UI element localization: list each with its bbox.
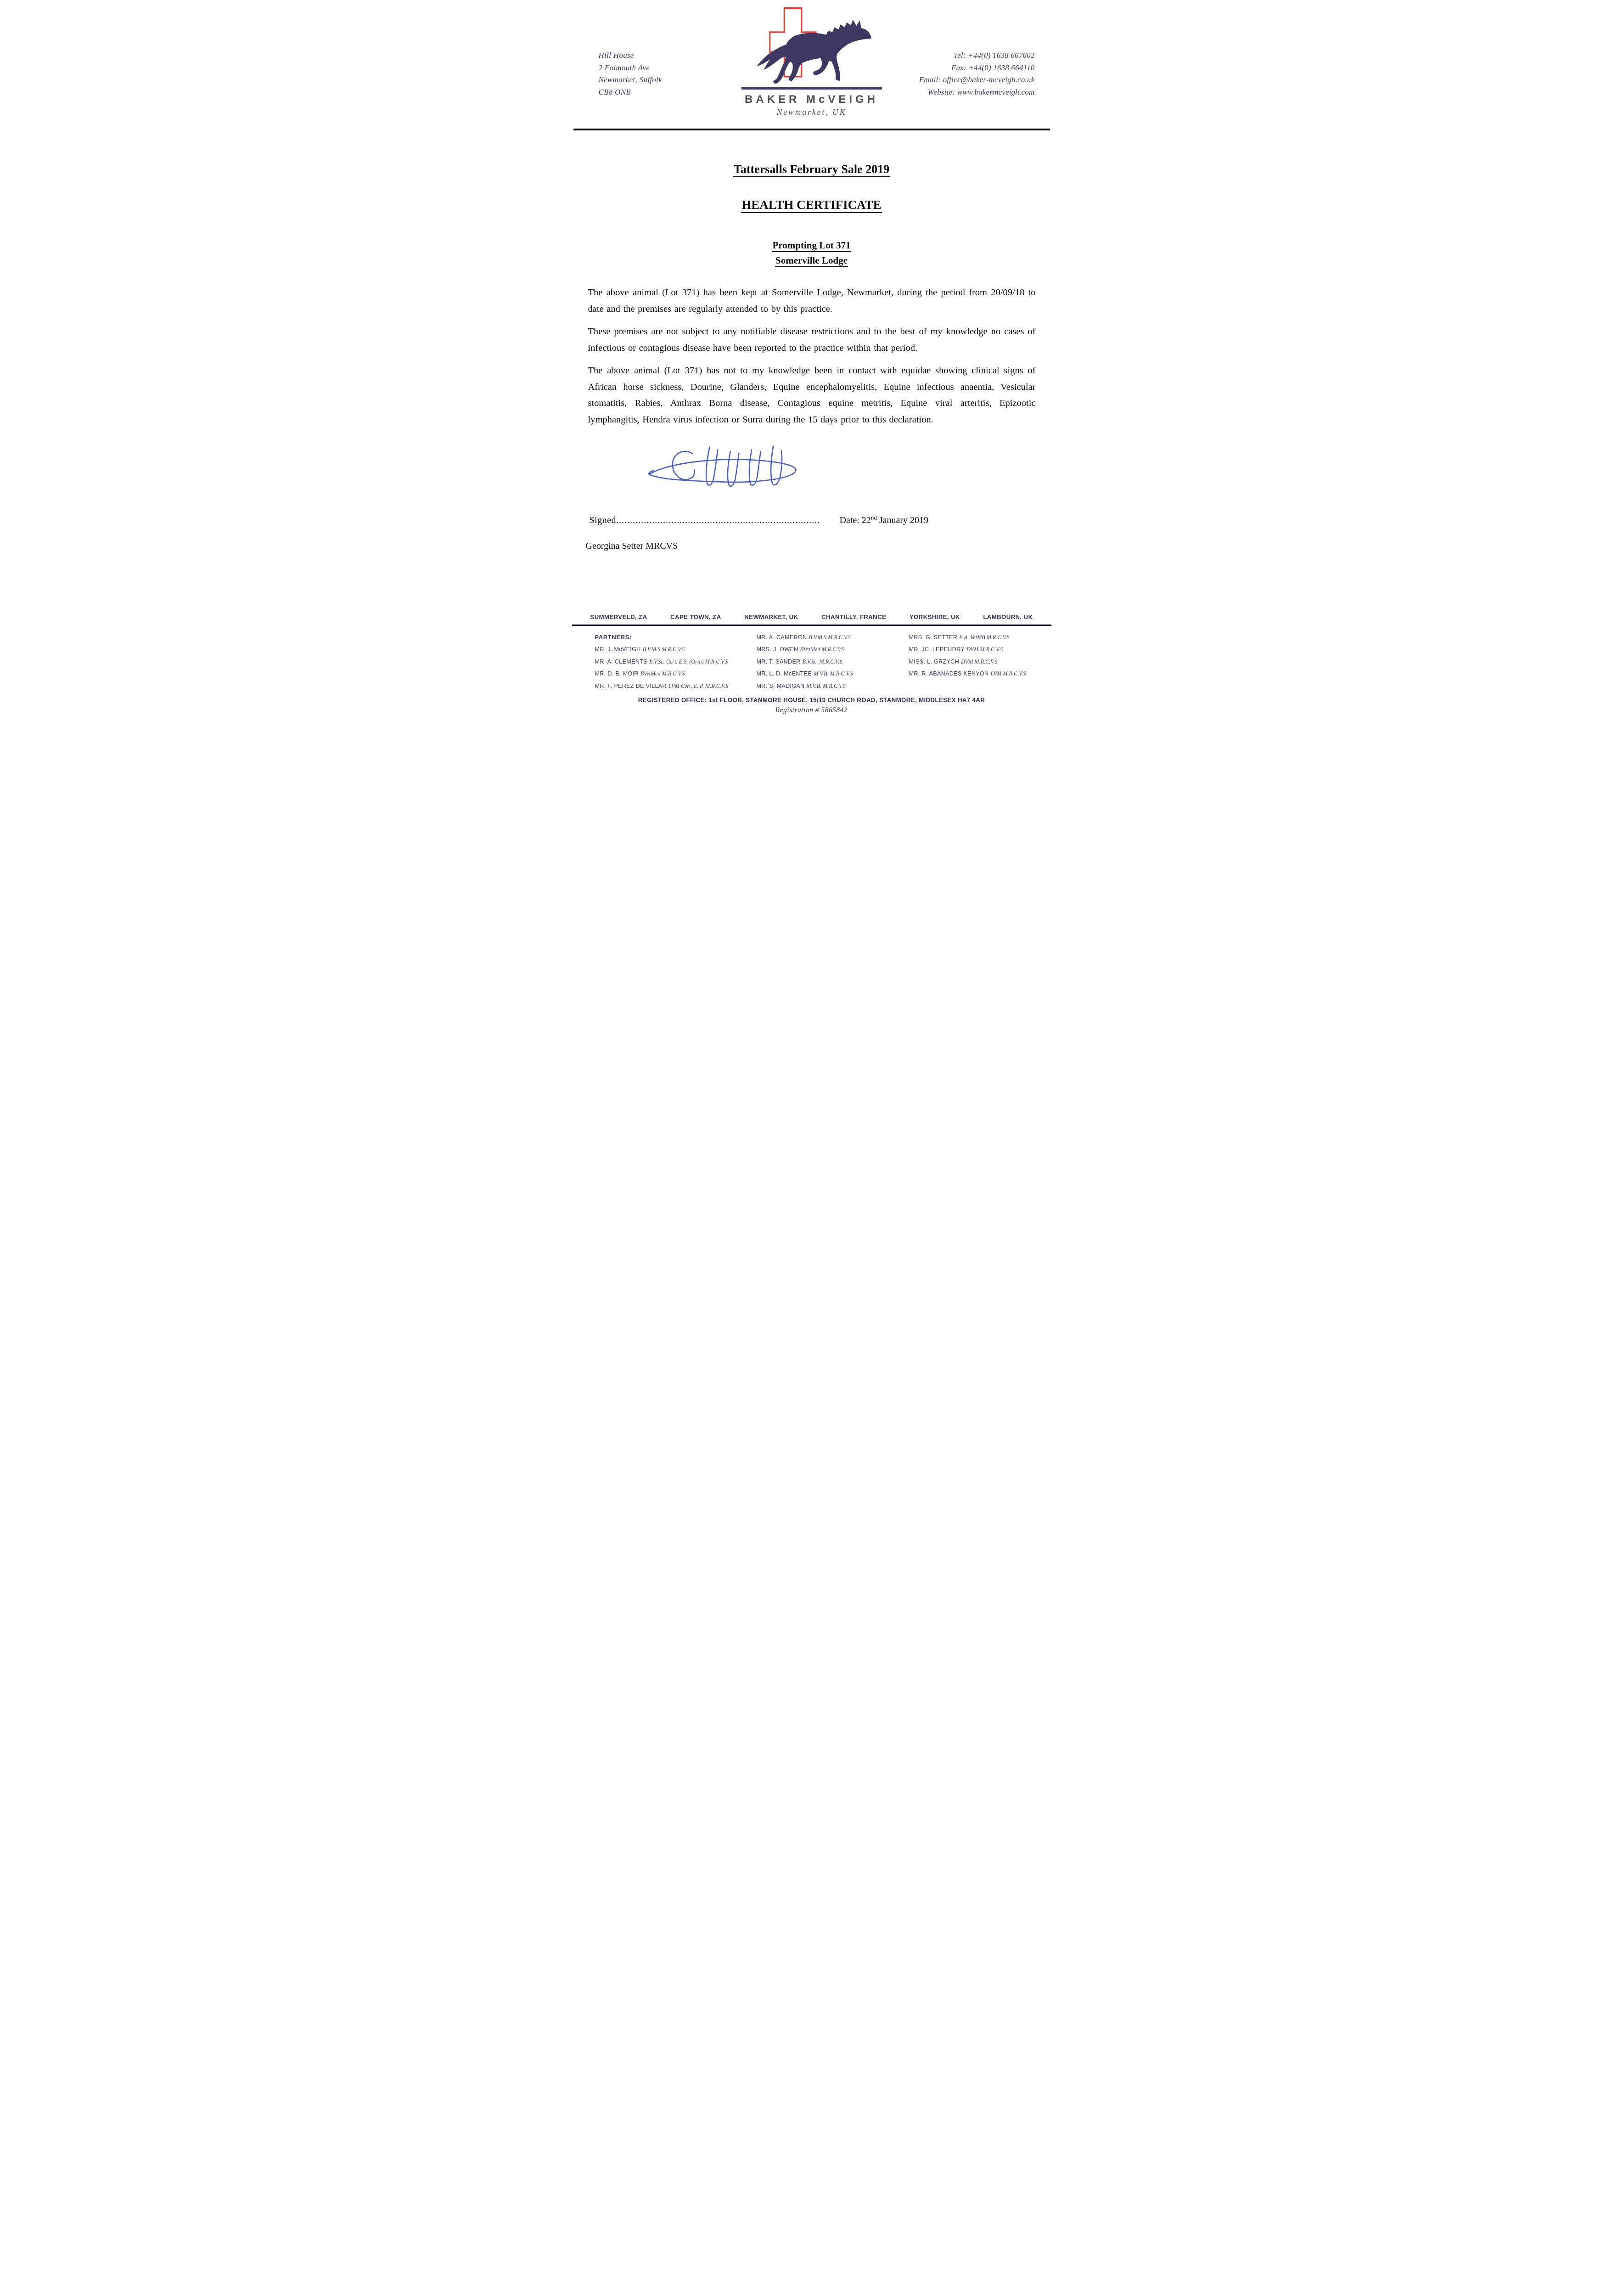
- partner-entry: MR. JC. LEPEUDRY DVM M.R.C.V.S: [909, 646, 1003, 653]
- letterhead-footer: [558, 613, 1065, 718]
- partner-entry: MR. A. CAMERON B.V.M.S M.R.C.V.S: [756, 634, 851, 641]
- company-location: Newmarket, UK: [776, 107, 847, 117]
- signatory-name: Georgina Setter MRCVS: [585, 541, 678, 551]
- partner-entry: MR. A. CLEMENTS B.V.Sc. Cert. E.S. (Orth) M.R.C.V.S: [595, 658, 728, 665]
- paragraph-diseases: The above animal (Lot 371) has not to my knowledge been in contact with equidae showing clinical signs of African horse sickness, Dourine, Glanders, Equine encephalomyelitis, Equine infectious anaemia, Vesicular stomatitis, Rabies, Anthrax Borna disease, Contagious equine metritis, Equine viral arteritis, Epizootic lymphangitis, Hendra virus infection or Surra during the 15 days prior to this declaration.: [588, 366, 1036, 425]
- date-prefix: Date: 22: [839, 515, 871, 525]
- logo-divider-bar: [741, 87, 882, 90]
- footer-divider-rule: [572, 625, 1051, 626]
- sale-title: [558, 163, 1065, 176]
- certificate-title: [558, 198, 1065, 212]
- location-item: SUMMERVELD, ZA: [590, 613, 647, 620]
- partner-entry: MR. J. McVEIGH B.V.M.S M.R.C.V.S: [595, 646, 685, 653]
- letterhead: [558, 0, 1065, 130]
- address-line: CB8 ONB: [598, 87, 631, 96]
- partner-entry: MISS. L. GRZYCH DVM M.R.C.V.S: [909, 658, 998, 665]
- partner-entry: MR. F. PEREZ DE VILLAR LVM Cert. E. P. M.R.C.V.S: [595, 682, 728, 689]
- partner-entry: MRS. G. SETTER B.A. VetMB M.R.C.V.S: [909, 634, 1010, 641]
- location-item: NEWMARKET, UK: [744, 613, 798, 620]
- logo-artwork: [749, 5, 874, 84]
- location-item: YORKSHIRE, UK: [909, 613, 960, 620]
- registration-number: Registration # 5865842: [775, 706, 848, 714]
- partner-entry: MR. R. ABANADES KENYON LVM M.R.C.V.S: [909, 670, 1026, 677]
- company-name: BAKER McVEIGH: [744, 93, 879, 106]
- contact-line-email: Email: office@baker-mcveigh.co.uk: [919, 75, 1035, 84]
- signature-dotted-line: ..........................................................................: [616, 515, 820, 525]
- contact-line-website: Website: www.bakermcveigh.com: [927, 87, 1035, 96]
- partner-entry: MRS. J. OWEN BVetMed M.R.C.V.S: [756, 646, 845, 653]
- signature-area: [558, 438, 1065, 507]
- partner-entry: MR. D. B. MOIR BVetMed M.R.C.V.S: [595, 670, 685, 677]
- lot-premises: Somerville Lodge: [775, 255, 848, 267]
- date-rest: January 2019: [876, 515, 929, 525]
- practice-locations-bar: [558, 613, 1065, 620]
- partner-entry: MR. S. MADIGAN M.V.B. M.R.C.V.S: [756, 682, 846, 689]
- paragraph-kept-at: The above animal (Lot 371) has been kept at Somerville Lodge, Newmarket, during the period from 20/09/18 to date and the premises are regularly attended to by this practice.: [588, 287, 1036, 314]
- horse-logo-icon: [757, 20, 871, 84]
- registered-office-line: REGISTERED OFFICE: 1st FLOOR, STANMORE HOUSE, 15/19 CHURCH ROAD, STANMORE, MIDDLESEX HA7 4AR: [638, 697, 985, 703]
- date-label: [840, 515, 929, 526]
- partners-list: [558, 631, 1065, 692]
- partner-entry: MR. L. D. McENTEE M.V.B. M.R.C.V.S: [756, 670, 853, 677]
- location-item: CAPE TOWN, ZA: [670, 613, 721, 620]
- partner-entry: MR. T. SANDER B.V.Sc. M.R.C.V.S: [756, 658, 842, 665]
- health-certificate-document: [558, 0, 1065, 717]
- signature-image: [640, 440, 806, 494]
- location-item: CHANTILLY, FRANCE: [821, 613, 887, 620]
- address-line: Newmarket, Suffolk: [598, 75, 663, 84]
- certificate-title-text: HEALTH CERTIFICATE: [741, 198, 882, 213]
- certificate-body: [588, 285, 1036, 428]
- header-divider-rule: [573, 129, 1050, 130]
- contact-line-fax: Fax: +44(0) 1638 664110: [951, 63, 1035, 72]
- signed-label: Signed: [589, 515, 617, 525]
- contact-line-tel: Tel: +44(0) 1638 667602: [954, 51, 1035, 60]
- signed-date-row: [590, 515, 1036, 529]
- partners-heading: PARTNERS:: [595, 634, 632, 641]
- address-line: Hill House: [598, 51, 634, 60]
- date-ordinal-suffix: nd: [870, 514, 877, 521]
- paragraph-premises: These premises are not subject to any notifiable disease restrictions and to the best of my knowledge no cases of infectious or contagious disease have been reported to the practice within that period.: [588, 326, 1036, 353]
- address-line: 2 Falmouth Ave: [598, 63, 650, 72]
- lot-name-number: Prompting Lot 371: [772, 240, 851, 252]
- location-item: LAMBOURN, UK: [983, 613, 1033, 620]
- lot-heading: [558, 238, 1065, 268]
- practice-contact-info: [919, 50, 1035, 98]
- sale-title-text: Tattersalls February Sale 2019: [733, 163, 890, 177]
